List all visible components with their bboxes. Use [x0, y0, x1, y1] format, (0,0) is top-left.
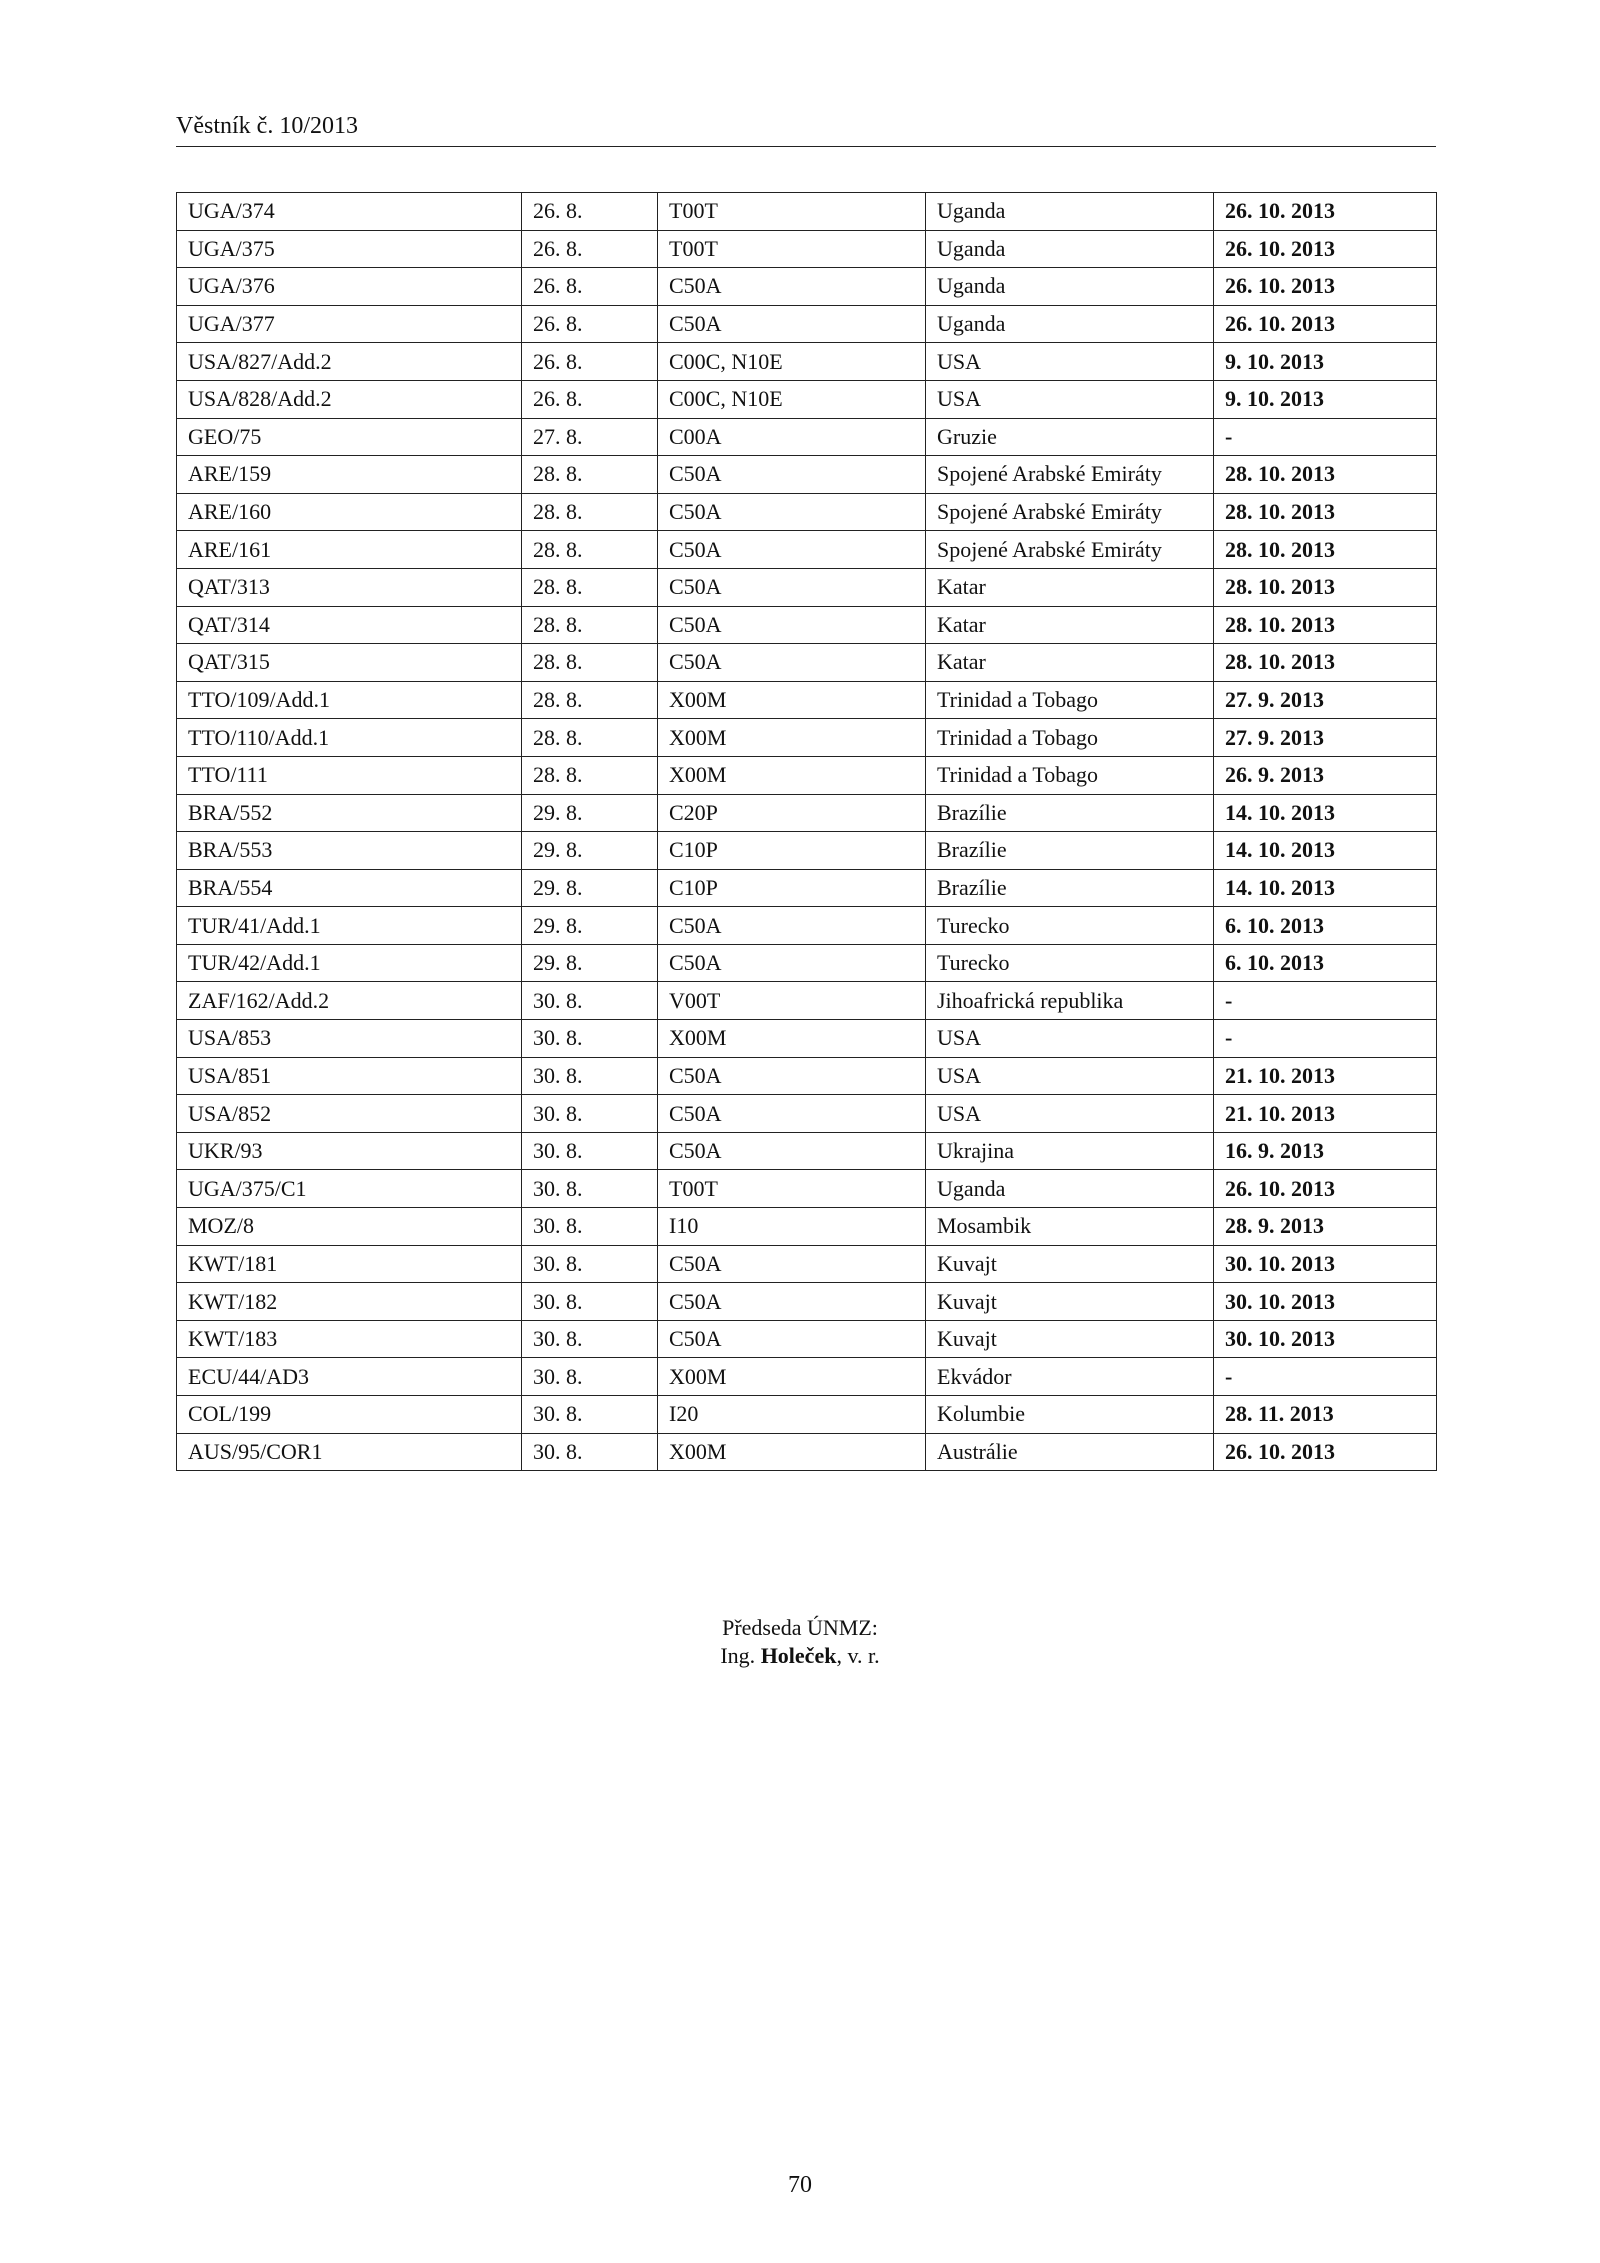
notification-date-cell: 30. 8.: [522, 1095, 658, 1133]
document-code-cell: QAT/313: [177, 568, 522, 606]
country-cell: USA: [926, 1057, 1214, 1095]
country-cell: Uganda: [926, 305, 1214, 343]
country-cell: Uganda: [926, 268, 1214, 306]
country-cell: Gruzie: [926, 418, 1214, 456]
notification-date-cell: 30. 8.: [522, 982, 658, 1020]
table-row: [177, 719, 1437, 757]
deadline-date-cell: 26. 10. 2013: [1214, 268, 1437, 306]
deadline-date-cell: 14. 10. 2013: [1214, 869, 1437, 907]
document-code-cell: UGA/376: [177, 268, 522, 306]
deadline-date-cell: 26. 9. 2013: [1214, 756, 1437, 794]
deadline-date-cell: 26. 10. 2013: [1214, 193, 1437, 231]
notification-date-cell: 26. 8.: [522, 380, 658, 418]
notification-date-cell: 26. 8.: [522, 343, 658, 381]
country-cell: Kuvajt: [926, 1283, 1214, 1321]
country-cell: Uganda: [926, 1170, 1214, 1208]
table-row: [177, 1095, 1437, 1133]
deadline-date-cell: 28. 10. 2013: [1214, 644, 1437, 682]
notification-date-cell: 29. 8.: [522, 869, 658, 907]
country-cell: Mosambik: [926, 1208, 1214, 1246]
document-code-cell: UGA/375: [177, 230, 522, 268]
product-code-cell: I10: [658, 1208, 926, 1246]
deadline-date-cell: 28. 10. 2013: [1214, 606, 1437, 644]
notification-date-cell: 28. 8.: [522, 681, 658, 719]
product-code-cell: C10P: [658, 832, 926, 870]
notification-date-cell: 30. 8.: [522, 1245, 658, 1283]
notification-date-cell: 28. 8.: [522, 719, 658, 757]
country-cell: Kolumbie: [926, 1396, 1214, 1434]
deadline-date-cell: 14. 10. 2013: [1214, 794, 1437, 832]
country-cell: Uganda: [926, 230, 1214, 268]
country-cell: Brazílie: [926, 869, 1214, 907]
country-cell: Spojené Arabské Emiráty: [926, 456, 1214, 494]
country-cell: Kuvajt: [926, 1320, 1214, 1358]
deadline-date-cell: 30. 10. 2013: [1214, 1245, 1437, 1283]
deadline-date-cell: 6. 10. 2013: [1214, 907, 1437, 945]
country-cell: Brazílie: [926, 832, 1214, 870]
country-cell: Trinidad a Tobago: [926, 719, 1214, 757]
product-code-cell: C50A: [658, 1245, 926, 1283]
deadline-date-cell: 26. 10. 2013: [1214, 1170, 1437, 1208]
country-cell: Katar: [926, 568, 1214, 606]
notification-date-cell: 30. 8.: [522, 1320, 658, 1358]
country-cell: Austrálie: [926, 1433, 1214, 1471]
document-code-cell: UGA/374: [177, 193, 522, 231]
document-code-cell: TUR/42/Add.1: [177, 944, 522, 982]
deadline-date-cell: 6. 10. 2013: [1214, 944, 1437, 982]
signature-name-line: [0, 1642, 1600, 1670]
product-code-cell: C50A: [658, 1132, 926, 1170]
product-code-cell: X00M: [658, 681, 926, 719]
notification-date-cell: 30. 8.: [522, 1132, 658, 1170]
deadline-date-cell: 30. 10. 2013: [1214, 1283, 1437, 1321]
deadline-date-cell: -: [1214, 1020, 1437, 1058]
table-row: [177, 268, 1437, 306]
deadline-date-cell: 26. 10. 2013: [1214, 1433, 1437, 1471]
product-code-cell: C50A: [658, 1320, 926, 1358]
deadline-date-cell: 28. 10. 2013: [1214, 456, 1437, 494]
deadline-date-cell: 9. 10. 2013: [1214, 380, 1437, 418]
product-code-cell: C50A: [658, 305, 926, 343]
notification-date-cell: 30. 8.: [522, 1283, 658, 1321]
deadline-date-cell: -: [1214, 982, 1437, 1020]
document-code-cell: USA/852: [177, 1095, 522, 1133]
country-cell: Kuvajt: [926, 1245, 1214, 1283]
product-code-cell: C00C, N10E: [658, 343, 926, 381]
notifications-table: [176, 192, 1437, 1471]
document-code-cell: BRA/553: [177, 832, 522, 870]
document-code-cell: QAT/315: [177, 644, 522, 682]
table-row: [177, 230, 1437, 268]
country-cell: Ekvádor: [926, 1358, 1214, 1396]
table-row: [177, 944, 1437, 982]
table-row: [177, 531, 1437, 569]
product-code-cell: C50A: [658, 568, 926, 606]
document-code-cell: KWT/183: [177, 1320, 522, 1358]
document-code-cell: ARE/161: [177, 531, 522, 569]
deadline-date-cell: 26. 10. 2013: [1214, 305, 1437, 343]
table-row: [177, 193, 1437, 231]
document-code-cell: TTO/111: [177, 756, 522, 794]
table-row: [177, 1208, 1437, 1246]
table-row: [177, 418, 1437, 456]
notification-date-cell: 28. 8.: [522, 531, 658, 569]
document-code-cell: BRA/554: [177, 869, 522, 907]
document-code-cell: UGA/375/C1: [177, 1170, 522, 1208]
notification-date-cell: 30. 8.: [522, 1396, 658, 1434]
document-code-cell: TTO/110/Add.1: [177, 719, 522, 757]
header-divider: [176, 146, 1436, 147]
notification-date-cell: 30. 8.: [522, 1057, 658, 1095]
deadline-date-cell: 30. 10. 2013: [1214, 1320, 1437, 1358]
signature-suffix: , v. r.: [836, 1643, 880, 1668]
notification-date-cell: 29. 8.: [522, 794, 658, 832]
country-cell: USA: [926, 1020, 1214, 1058]
document-code-cell: GEO/75: [177, 418, 522, 456]
country-cell: USA: [926, 1095, 1214, 1133]
table-row: [177, 493, 1437, 531]
deadline-date-cell: 21. 10. 2013: [1214, 1095, 1437, 1133]
table-row: [177, 1245, 1437, 1283]
document-code-cell: ECU/44/AD3: [177, 1358, 522, 1396]
product-code-cell: C50A: [658, 1095, 926, 1133]
deadline-date-cell: 28. 9. 2013: [1214, 1208, 1437, 1246]
notification-date-cell: 26. 8.: [522, 230, 658, 268]
page-number: 70: [788, 2172, 812, 2198]
deadline-date-cell: 21. 10. 2013: [1214, 1057, 1437, 1095]
table-row: [177, 1358, 1437, 1396]
country-cell: Trinidad a Tobago: [926, 681, 1214, 719]
product-code-cell: C10P: [658, 869, 926, 907]
table-row: [177, 794, 1437, 832]
document-code-cell: UGA/377: [177, 305, 522, 343]
table-row: [177, 343, 1437, 381]
table-row: [177, 1396, 1437, 1434]
product-code-cell: X00M: [658, 1358, 926, 1396]
table-row: [177, 756, 1437, 794]
notification-date-cell: 28. 8.: [522, 644, 658, 682]
notification-date-cell: 28. 8.: [522, 606, 658, 644]
notification-date-cell: 28. 8.: [522, 493, 658, 531]
table-row: [177, 1020, 1437, 1058]
product-code-cell: C50A: [658, 531, 926, 569]
document-code-cell: QAT/314: [177, 606, 522, 644]
table-row: [177, 1283, 1437, 1321]
country-cell: Ukrajina: [926, 1132, 1214, 1170]
product-code-cell: C50A: [658, 456, 926, 494]
signature-name: Holeček: [760, 1643, 837, 1668]
deadline-date-cell: 28. 10. 2013: [1214, 568, 1437, 606]
table-row: [177, 982, 1437, 1020]
product-code-cell: V00T: [658, 982, 926, 1020]
document-code-cell: ARE/160: [177, 493, 522, 531]
notification-date-cell: 30. 8.: [522, 1020, 658, 1058]
notification-date-cell: 29. 8.: [522, 907, 658, 945]
document-code-cell: ARE/159: [177, 456, 522, 494]
table-row: [177, 1132, 1437, 1170]
product-code-cell: C50A: [658, 644, 926, 682]
table-row: [177, 644, 1437, 682]
notification-date-cell: 29. 8.: [522, 944, 658, 982]
deadline-date-cell: 27. 9. 2013: [1214, 719, 1437, 757]
product-code-cell: C00C, N10E: [658, 380, 926, 418]
table-row: [177, 380, 1437, 418]
deadline-date-cell: 27. 9. 2013: [1214, 681, 1437, 719]
notification-date-cell: 30. 8.: [522, 1170, 658, 1208]
country-cell: Turecko: [926, 944, 1214, 982]
deadline-date-cell: 9. 10. 2013: [1214, 343, 1437, 381]
country-cell: Turecko: [926, 907, 1214, 945]
signature-block: [0, 1614, 1600, 1670]
document-code-cell: USA/828/Add.2: [177, 380, 522, 418]
deadline-date-cell: -: [1214, 1358, 1437, 1396]
product-code-cell: C00A: [658, 418, 926, 456]
product-code-cell: T00T: [658, 193, 926, 231]
table-row: [177, 869, 1437, 907]
document-code-cell: KWT/182: [177, 1283, 522, 1321]
deadline-date-cell: 26. 10. 2013: [1214, 230, 1437, 268]
product-code-cell: C50A: [658, 606, 926, 644]
product-code-cell: C50A: [658, 907, 926, 945]
table-row: [177, 1170, 1437, 1208]
page-title: Věstník č. 10/2013: [176, 113, 358, 139]
product-code-cell: X00M: [658, 719, 926, 757]
country-cell: Brazílie: [926, 794, 1214, 832]
product-code-cell: X00M: [658, 1020, 926, 1058]
notification-date-cell: 30. 8.: [522, 1358, 658, 1396]
table-row: [177, 456, 1437, 494]
signature-prefix: Ing.: [720, 1643, 756, 1668]
document-code-cell: TTO/109/Add.1: [177, 681, 522, 719]
notification-date-cell: 30. 8.: [522, 1433, 658, 1471]
document-code-cell: MOZ/8: [177, 1208, 522, 1246]
document-code-cell: USA/827/Add.2: [177, 343, 522, 381]
table-row: [177, 832, 1437, 870]
notification-date-cell: 26. 8.: [522, 268, 658, 306]
deadline-date-cell: 28. 10. 2013: [1214, 493, 1437, 531]
table-row: [177, 681, 1437, 719]
product-code-cell: C50A: [658, 944, 926, 982]
deadline-date-cell: 14. 10. 2013: [1214, 832, 1437, 870]
product-code-cell: C50A: [658, 493, 926, 531]
country-cell: Uganda: [926, 193, 1214, 231]
product-code-cell: I20: [658, 1396, 926, 1434]
product-code-cell: X00M: [658, 756, 926, 794]
notification-date-cell: 28. 8.: [522, 568, 658, 606]
product-code-cell: T00T: [658, 230, 926, 268]
document-code-cell: COL/199: [177, 1396, 522, 1434]
table-row: [177, 568, 1437, 606]
table-row: [177, 1057, 1437, 1095]
notification-date-cell: 28. 8.: [522, 456, 658, 494]
table-row: [177, 907, 1437, 945]
country-cell: Katar: [926, 606, 1214, 644]
product-code-cell: C50A: [658, 1057, 926, 1095]
document-code-cell: TUR/41/Add.1: [177, 907, 522, 945]
country-cell: USA: [926, 380, 1214, 418]
notification-date-cell: 28. 8.: [522, 756, 658, 794]
notification-date-cell: 26. 8.: [522, 193, 658, 231]
table-row: [177, 1433, 1437, 1471]
country-cell: Trinidad a Tobago: [926, 756, 1214, 794]
deadline-date-cell: -: [1214, 418, 1437, 456]
product-code-cell: X00M: [658, 1433, 926, 1471]
deadline-date-cell: 16. 9. 2013: [1214, 1132, 1437, 1170]
notification-date-cell: 29. 8.: [522, 832, 658, 870]
notification-date-cell: 30. 8.: [522, 1208, 658, 1246]
notification-date-cell: 26. 8.: [522, 305, 658, 343]
document-code-cell: BRA/552: [177, 794, 522, 832]
product-code-cell: C50A: [658, 268, 926, 306]
document-code-cell: AUS/95/COR1: [177, 1433, 522, 1471]
country-cell: Spojené Arabské Emiráty: [926, 531, 1214, 569]
notification-date-cell: 27. 8.: [522, 418, 658, 456]
deadline-date-cell: 28. 10. 2013: [1214, 531, 1437, 569]
table-row: [177, 606, 1437, 644]
document-code-cell: ZAF/162/Add.2: [177, 982, 522, 1020]
document-code-cell: UKR/93: [177, 1132, 522, 1170]
signature-role: Předseda ÚNMZ:: [722, 1615, 878, 1640]
document-code-cell: USA/853: [177, 1020, 522, 1058]
product-code-cell: C50A: [658, 1283, 926, 1321]
document-code-cell: USA/851: [177, 1057, 522, 1095]
country-cell: Jihoafrická republika: [926, 982, 1214, 1020]
table-row: [177, 1320, 1437, 1358]
country-cell: Katar: [926, 644, 1214, 682]
product-code-cell: C20P: [658, 794, 926, 832]
table-row: [177, 305, 1437, 343]
country-cell: Spojené Arabské Emiráty: [926, 493, 1214, 531]
table-body: [177, 193, 1437, 1471]
document-code-cell: KWT/181: [177, 1245, 522, 1283]
deadline-date-cell: 28. 11. 2013: [1214, 1396, 1437, 1434]
country-cell: USA: [926, 343, 1214, 381]
product-code-cell: T00T: [658, 1170, 926, 1208]
